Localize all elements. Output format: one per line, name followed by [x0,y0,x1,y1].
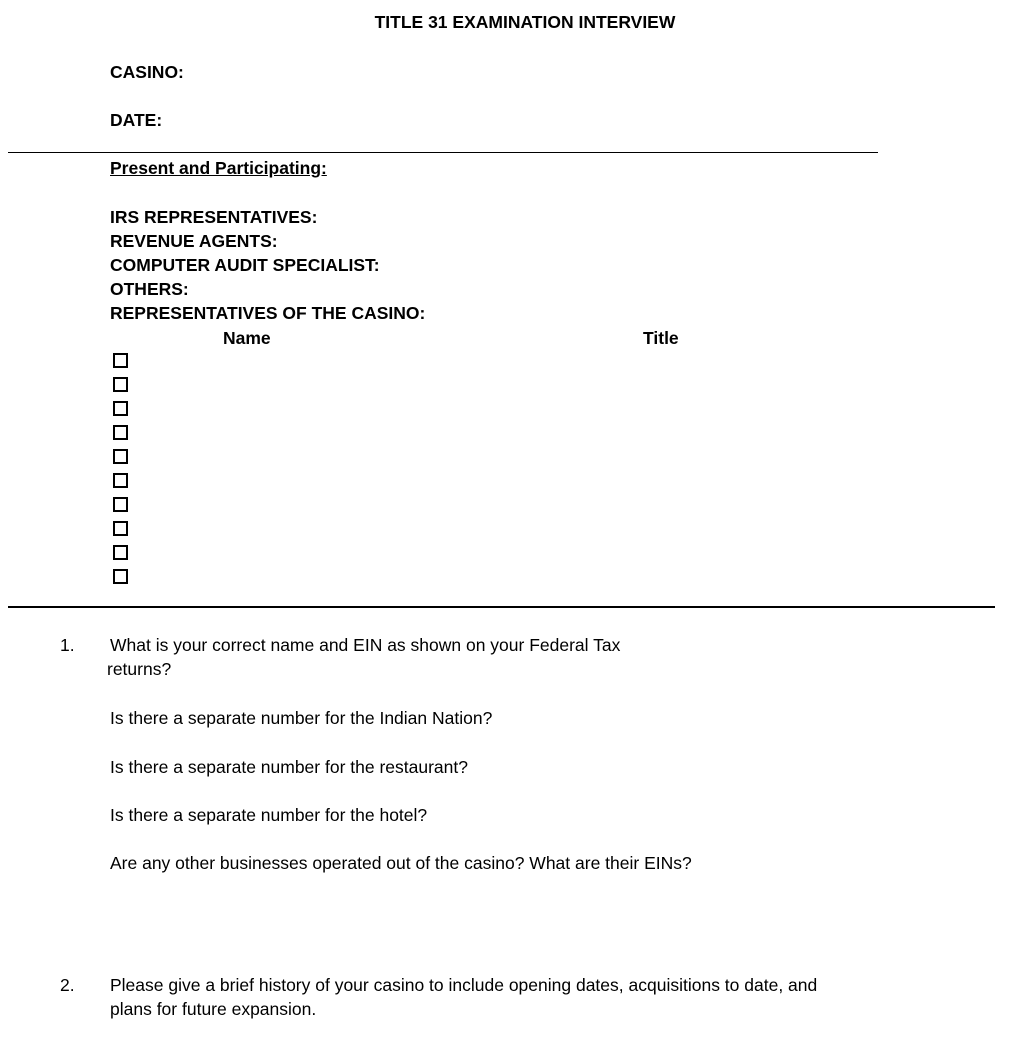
question-text: Please give a brief history of your casino to include opening dates, acquisitions to date, and [110,975,818,995]
casino-representatives-label: REPRESENTATIVES OF THE CASINO: [110,303,426,323]
revenue-agents-label: REVENUE AGENTS: [110,231,278,251]
section-divider [8,606,995,608]
checkbox[interactable] [113,521,128,536]
checkbox[interactable] [113,377,128,392]
computer-audit-specialist-label: COMPUTER AUDIT SPECIALIST: [110,255,380,275]
divider [8,152,878,153]
sub-question: Is there a separate number for the restaurant? [110,757,468,777]
question-number: 1. [60,635,75,655]
date-label: DATE: [110,110,163,130]
checkbox[interactable] [113,473,128,488]
sub-question: Is there a separate number for the hotel? [110,805,428,825]
casino-label: CASINO: [110,62,184,82]
question-text: returns? [107,659,172,679]
others-label: OTHERS: [110,279,189,299]
sub-question: Is there a separate number for the Indian Nation? [110,708,493,728]
checkbox[interactable] [113,401,128,416]
checkbox[interactable] [113,353,128,368]
checkbox[interactable] [113,569,128,584]
question-text: What is your correct name and EIN as shown on your Federal Tax [110,635,621,655]
irs-representatives-label: IRS REPRESENTATIVES: [110,207,318,227]
checkbox[interactable] [113,545,128,560]
question-text: plans for future expansion. [110,999,317,1019]
checkbox[interactable] [113,425,128,440]
checkbox[interactable] [113,497,128,512]
question-number: 2. [60,975,75,995]
sub-question: Are any other businesses operated out of the casino? What are their EINs? [110,853,692,873]
title-column-header: Title [643,328,679,348]
name-column-header: Name [223,328,271,348]
present-heading: Present and Participating: [110,158,327,178]
document-title: TITLE 31 EXAMINATION INTERVIEW [374,12,676,32]
checkbox[interactable] [113,449,128,464]
